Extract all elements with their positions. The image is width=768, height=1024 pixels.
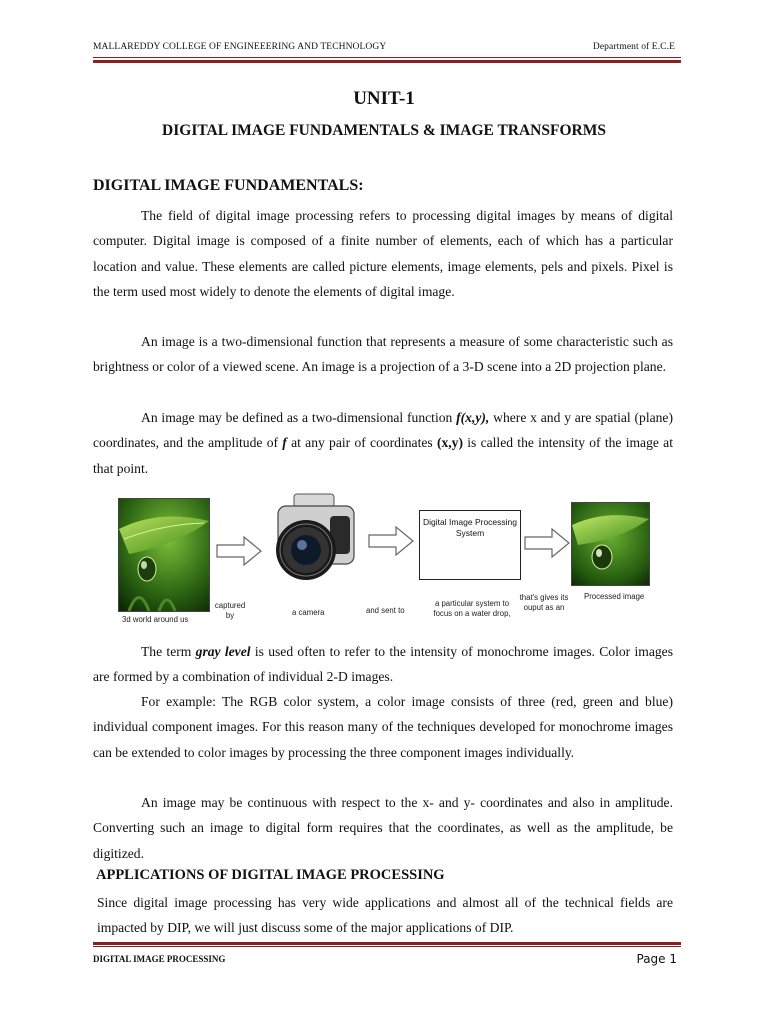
caption-sent: and sent to xyxy=(366,606,405,615)
page-number: Page 1 xyxy=(636,952,677,966)
arrow-icon xyxy=(524,528,570,558)
footer-rule-thick xyxy=(93,942,681,945)
header-rule-thick xyxy=(93,60,681,63)
image-processing-figure xyxy=(116,488,656,630)
caption-captured: captured by xyxy=(214,601,246,620)
section-heading-fundamentals: DIGITAL IMAGE FUNDAMENTALS: xyxy=(93,177,364,194)
paragraph-7: Since digital image processing has very wide applications and almost all of the technical fields are impacted by DIP, we will just discuss some of the major applications of DIP. xyxy=(97,895,673,936)
unit-subtitle: DIGITAL IMAGE FUNDAMENTALS & IMAGE TRANSFORMS xyxy=(162,122,606,139)
dip-system-box: Digital Image Processing System xyxy=(419,510,521,580)
water-drop-photo xyxy=(118,498,210,612)
section-heading-applications: APPLICATIONS OF DIGITAL IMAGE PROCESSING xyxy=(96,867,445,883)
camera-icon xyxy=(272,488,358,593)
caption-gives: that's gives its ouput as an xyxy=(519,593,569,612)
paragraph-5: For example: The RGB color system, a color image consists of three (red, green and blue) individual component images. For this reason many of the techniques developed for monochrome images can be extended to color images by processing the three component images individually. xyxy=(93,694,673,760)
header-rule-thin xyxy=(93,57,681,58)
page-header xyxy=(93,42,675,56)
paragraph-4: The term gray level is used often to refer to the intensity of monochrome images. Color images are formed by a combination of individual 2-D images. xyxy=(93,644,673,685)
footer-rule-thin xyxy=(93,946,681,947)
caption-camera: a camera xyxy=(292,608,325,617)
arrow-icon xyxy=(216,536,262,566)
header-department: Department of E.C.E xyxy=(592,42,675,52)
unit-title: UNIT-1 xyxy=(353,88,415,109)
header-college: MALLAREDDY COLLEGE OF ENGINEEERING AND TECHNOLOGY xyxy=(93,42,387,52)
coordinate-pair: (x,y) xyxy=(436,435,463,451)
amplitude-symbol: f xyxy=(282,435,287,451)
caption-world: 3d world around us xyxy=(122,615,189,624)
function-notation: f(x,y), xyxy=(456,410,490,425)
page-footer xyxy=(93,954,677,968)
footer-subject: DIGITAL IMAGE PROCESSING xyxy=(93,954,226,964)
arrow-icon xyxy=(368,526,414,556)
paragraph-6: An image may be continuous with respect to the x- and y- coordinates and also in amplitude. Converting such an image to digital form requires that the coordinates, as well as the amplitude, be digitized. xyxy=(93,795,673,861)
caption-system: a particular system to focus on a water drop, xyxy=(433,599,511,618)
processed-image-photo xyxy=(571,502,650,586)
caption-processed: Processed image xyxy=(584,592,645,601)
paragraph-2: An image is a two-dimensional function that represents a measure of some characteristic such as brightness or color of a viewed scene. An image is a projection of a 3-D scene into a 2D projection plane. xyxy=(93,334,673,375)
paragraph-1: The field of digital image processing refers to processing digital images by means of digital computer. Digital image is composed of a finite number of elements, each of which has a particular location and value. These elements are called picture elements, image elements, pels and pixels. Pixel is the term used most widely to denote the elements of digital image. xyxy=(93,208,673,299)
paragraph-3: An image may be defined as a two-dimensional function f(x,y), where x and y are spatial (plane) coordinates, and the amplitude of f at any pair of coordinates (x,y) is called the intensity of the image at that point. xyxy=(93,410,673,476)
term-gray-level: gray level xyxy=(195,644,251,659)
